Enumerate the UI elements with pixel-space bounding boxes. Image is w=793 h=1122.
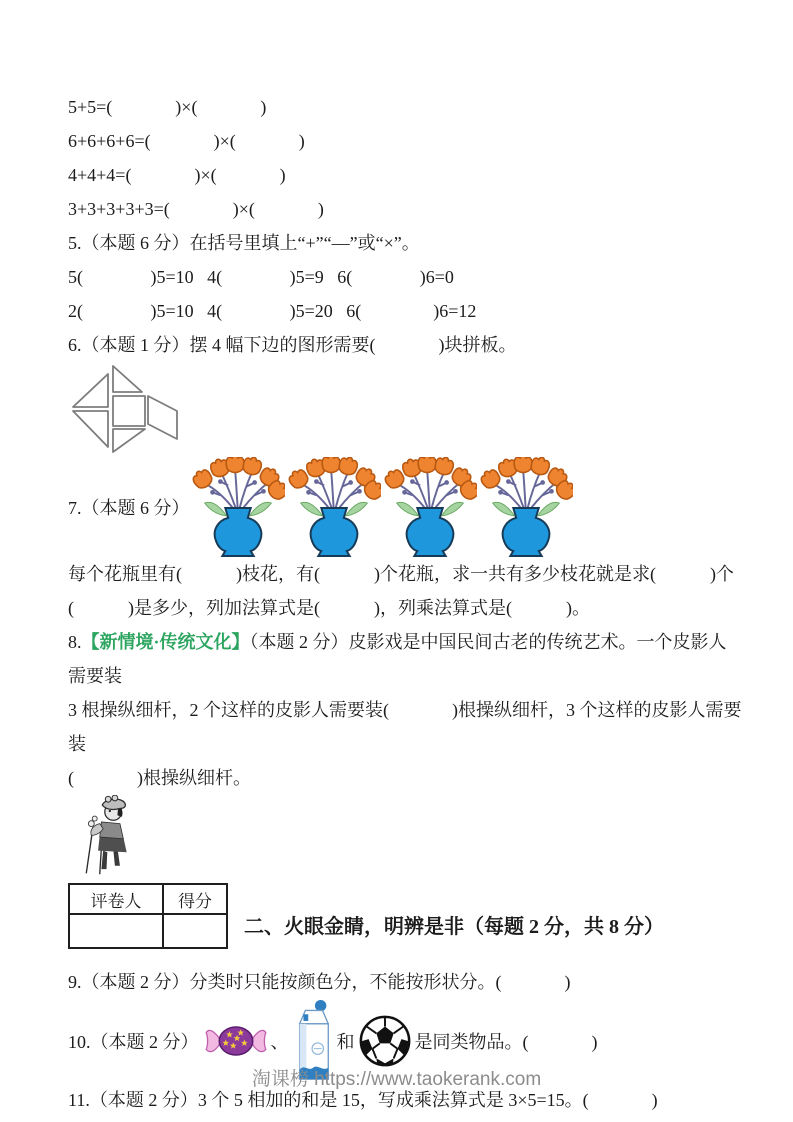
flower-vase-image (479, 457, 573, 557)
tangram-fish-figure (70, 362, 180, 454)
flower-vase-image (287, 457, 381, 557)
candy-icon (205, 1014, 267, 1068)
question-10-conjunction: 和 (336, 1032, 355, 1052)
score-section-row (68, 883, 743, 949)
flower-vase-image (191, 457, 285, 557)
flower-vase-image (383, 457, 477, 557)
question-9-text: 9.（本题 2 分）分类时只能按颜色分，不能按形状分。( ) (68, 972, 571, 992)
grader-value-cell (69, 914, 163, 948)
question-5-row: 5( )5=10 4( )5=9 6( )6=0 (68, 267, 454, 287)
question-10-separator: 、 (270, 1032, 289, 1052)
question-10-prefix: 10.（本题 2 分） (68, 1032, 199, 1052)
shadow-puppet-image (76, 795, 142, 875)
question-6-title: 6.（本题 1 分）摆 4 幅下边的图形需要( )块拼板。 (68, 335, 517, 355)
section-2-heading: 二、火眼金睛，明辨是非（每题 2 分，共 8 分） (244, 915, 664, 938)
fill-in-line: 3+3+3+3+3=( )×( ) (68, 199, 324, 219)
question-8-topic-badge: 【新情境·传统文化】 (81, 632, 250, 652)
question-8-line: ( )根操纵细杆。 (68, 768, 251, 788)
question-7-line: ( )是多少，列加法算式是( )，列乘法算式是( )。 (68, 598, 590, 618)
question-8-number: 8. (68, 632, 82, 652)
question-5-row: 2( )5=10 4( )5=20 6( )6=12 (68, 301, 477, 321)
question-8-title (68, 625, 743, 693)
question-10-suffix: 是同类物品。( ) (414, 1032, 598, 1052)
grader-header-cell: 评卷人 (69, 884, 163, 914)
fill-in-line: 4+4+4=( )×( ) (68, 165, 286, 185)
question-11-text: 11.（本题 2 分）3 个 5 相加的和是 15，写成乘法算式是 3×5=15。( ) (68, 1090, 658, 1110)
grader-score-table (68, 883, 228, 949)
question-8-line: 3 根操纵细杆，2 个这样的皮影人需要装( )根操纵细杆，3 个这样的皮影人需要装 (68, 700, 742, 754)
score-header-cell: 得分 (163, 884, 227, 914)
puppet-figure-wrap (76, 795, 743, 877)
question-5-title: 5.（本题 6 分）在括号里填上“+”“—”或“×”。 (68, 233, 420, 253)
question-7-label: 7.（本题 6 分） (68, 497, 190, 518)
soccer-ball-icon (357, 1013, 413, 1069)
question-7-line: 每个花瓶里有( )枝花，有( )个花瓶，求一共有多少枝花就是求( )个 (68, 564, 734, 584)
footer-watermark: 淘课榜 https://www.taokerank.com (251, 1069, 542, 1090)
fill-in-line: 6+6+6+6=( )×( ) (68, 131, 305, 151)
question-8-intro: （本题 2 分）皮影戏是中国民间古老的传统艺术。一个皮影人需要装 (68, 632, 727, 686)
tangram-figure-wrap (70, 362, 743, 456)
score-value-cell (163, 914, 227, 948)
fill-in-line: 5+5=( )×( ) (68, 97, 267, 117)
question-7-row (68, 456, 743, 557)
